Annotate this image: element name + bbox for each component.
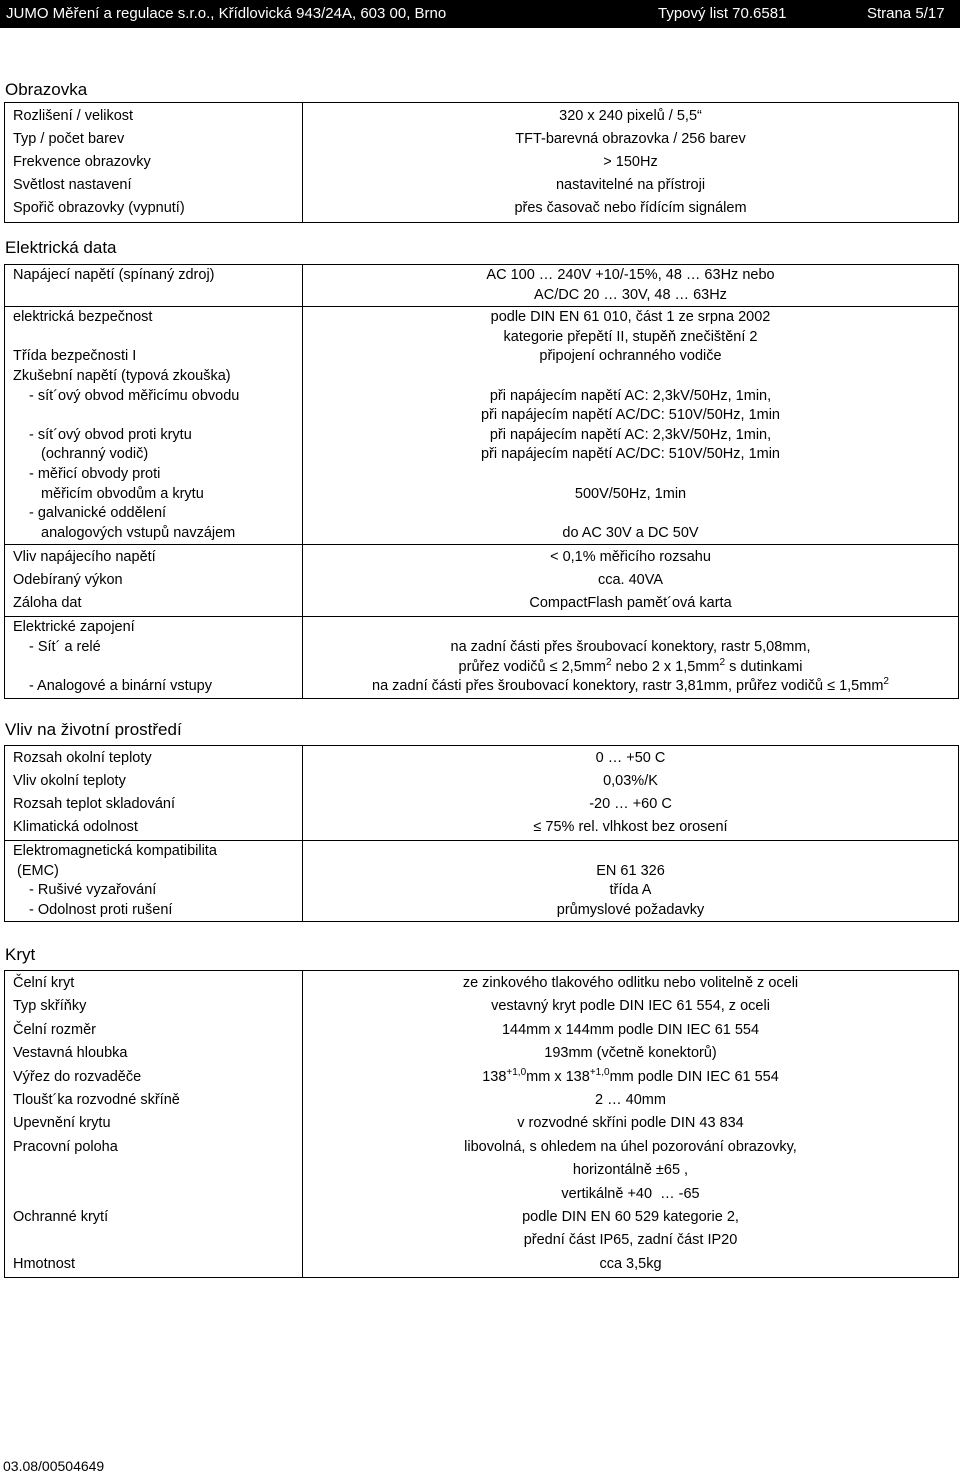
row-value: 0,03%/K [603,773,658,789]
row-value: 0 … +50 C [595,750,666,766]
table-row [5,103,959,223]
row-label: Čelní kryt [13,975,75,991]
safety-label: elektrická bezpečnost [13,309,153,326]
test-meas-label: měřicím obvodům a krytu [41,485,204,502]
weight-value: cca 3,5kg [599,1255,662,1272]
test-galv-value: do AC 30V a DC 50V [562,524,699,541]
supply-value: AC 100 … 240V +10/-15%, 48 … 63Hz nebo [486,267,775,283]
safety-value: kategorie přepětí II, stupěň znečištění 2 [503,328,758,345]
class-value: připojení ochranného vodiče [539,348,722,365]
section-title-display: Obrazovka [5,80,88,99]
position-label: Pracovní poloha [13,1138,118,1155]
position-value: libovolná, s ohledem na úhel pozorování obrazovky, [464,1138,797,1155]
table-row [5,545,959,617]
panel-label: Tloušt´ka rozvodné skříně [13,1092,180,1109]
test-galv-label: analogových vstupů navzájem [41,524,236,541]
climate-label: Klimatická odolnost [13,819,138,835]
emc-value: EN 61 326 [596,862,665,879]
protection-value: podle DIN EN 60 529 kategorie 2, [522,1209,739,1226]
row-value: 193mm (včetně konektorů) [544,1045,717,1062]
cutout-label: Výřez do rozvaděče [13,1068,142,1085]
electrical-table [4,264,959,699]
header-company: JUMO Měření a regulace s.r.o., Křídlovická 943/24A, 603 00, Brno [6,5,447,22]
conn-analog-label: - Analogové a binární vstupy [29,678,212,695]
header-page: Strana 5/17 [867,5,945,22]
cutout-value: $138^{+1,0}mm$ x $138^{+1,0}mm$ podle DIN IEC 61 554 [482,1066,779,1085]
table-row [5,265,959,307]
table-row [5,746,959,841]
mount-value: v rozvodné skříni podle DIN 43 834 [517,1115,744,1132]
row-label: Vestavná hloubka [13,1045,128,1062]
conn-analog-value: na zadní části přes šroubovací konektory, rastr 3,81mm, průřez vodičů ≤ $1,5mm^2$ [372,676,889,695]
backup-label: Záloha dat [13,595,82,612]
safety-value: podle DIN EN 61 010, část 1 ze srpna 2002 [490,309,771,326]
row-value: nastavitelné na přístroji [555,177,706,193]
protection-label: Ochranné krytí [13,1209,109,1226]
row-label: Světlost nastavení [13,177,132,193]
conn-label: Elektrické zapojení [13,619,135,636]
row-label: Frekvence obrazovky [13,154,151,170]
position-value: horizontálně ±65 , [572,1162,689,1179]
row-label: Čelní rozměr [13,1021,96,1038]
influence-label: Vliv napájecího napětí [13,549,156,566]
row-label: Typ / počet barev [13,131,125,147]
display-table [4,102,959,223]
row-label: Rozsah okolní teploty [13,750,152,766]
test-mains-housing-label: - sít´ový obvod proti krytu [29,426,192,443]
header-doc: Typový list 70.6581 [658,5,787,22]
test-mains-housing-label: (ochranný vodič) [41,446,149,463]
protection-value: přední část IP65, zadní část IP20 [523,1232,738,1249]
class-label: Třída bezpečnosti I [13,348,137,365]
row-value: > 150Hz [603,154,658,170]
mount-label: Upevnění krytu [13,1115,111,1132]
position-value: vertikálně +40 … -65 [561,1185,700,1202]
page-header [0,0,960,28]
test-galv-label: - galvanické oddělení [29,505,167,522]
housing-table [4,970,959,1278]
test-meas-value: 500V/50Hz, 1min [574,485,687,502]
row-value: 144mm x 144mm podle DIN IEC 61 554 [501,1021,760,1038]
le-icon: ≤ [533,819,542,835]
emc-label: (EMC) [17,862,59,879]
row-value: vestavný kryt podle DIN IEC 61 554, z oceli [491,998,770,1015]
conn-mains-value-2: průřez vodičů ≤ $2,5mm^2$ nebo 2 x $1,5mm^2$ s dutinkami [458,656,803,675]
supply-value: AC/DC 20 … 30V, 48 … 63Hz [534,286,727,303]
section-title-environment: Vliv na životní prostředí [5,720,182,739]
table-row [5,971,959,1278]
row-label: Rozsah teplot skladování [13,796,176,812]
row-value: -20 … +60 C [589,796,672,812]
section-title-housing: Kryt [5,945,36,964]
power-label: Odebíraný výkon [13,572,123,589]
row-label: Spořič obrazovky (vypnutí) [13,200,185,216]
emc-emission-value: třída A [609,882,652,899]
row-value: ze zinkového tlakového odlitku nebo volitelně z oceli [462,975,799,991]
power-value: cca. 40VA [597,572,664,589]
section-title-electrical: Elektrická data [5,238,117,257]
table-row [5,617,959,698]
conn-mains-value: na zadní části přes šroubovací konektory, rastr 5,08mm, [450,638,811,655]
test-meas-label: - měřicí obvody proti [29,465,161,482]
table-row [5,307,959,545]
panel-value: 2 … 40mm [595,1092,666,1109]
weight-label: Hmotnost [13,1255,76,1272]
row-value: TFT-barevná obrazovka / 256 barev [515,131,746,147]
conn-mains-label: - Sít´ a relé [29,638,101,655]
footer-doc-number: 03.08/00504649 [3,1458,105,1474]
test-mains-housing-value: při napájecím napětí AC: 2,3kV/50Hz, 1min, [489,426,772,443]
table-row [5,841,959,922]
emc-label: Elektromagnetická kompatibilita [13,843,217,859]
row-label: Vliv okolní teploty [13,773,126,789]
row-label: Rozlišení / velikost [13,108,134,124]
row-value: 320 x 240 pixelů / 5,5“ [559,108,702,124]
climate-value: ≤ 75% rel. vlhkost bez orosení [533,819,728,835]
emc-immunity-label: - Odolnost proti rušení [29,901,173,918]
backup-value: CompactFlash pamět´ová karta [529,595,732,612]
emc-emission-label: - Rušivé vyzařování [29,882,157,899]
test-mains-meas-value: při napájecím napětí AC/DC: 510V/50Hz, 1min [480,407,780,424]
test-mains-meas-value: při napájecím napětí AC: 2,3kV/50Hz, 1min, [489,387,772,404]
test-label: Zkušební napětí (typová zkouška) [13,367,231,384]
test-mains-meas-label: - sít´ový obvod měřicímu obvodu [29,387,240,404]
supply-label: Napájecí napětí (spínaný zdroj) [13,267,215,283]
row-value: přes časovač nebo řídícím signálem [514,200,747,216]
environment-table [4,745,959,922]
row-label: Typ skříňky [13,998,87,1015]
test-mains-housing-value: při napájecím napětí AC/DC: 510V/50Hz, 1min [480,446,780,463]
le-icon: ≤ [549,658,558,675]
emc-immunity-value: průmyslové požadavky [556,901,705,918]
influence-value: < 0,1% měřicího rozsahu [550,549,711,566]
le-icon: ≤ [827,678,836,695]
